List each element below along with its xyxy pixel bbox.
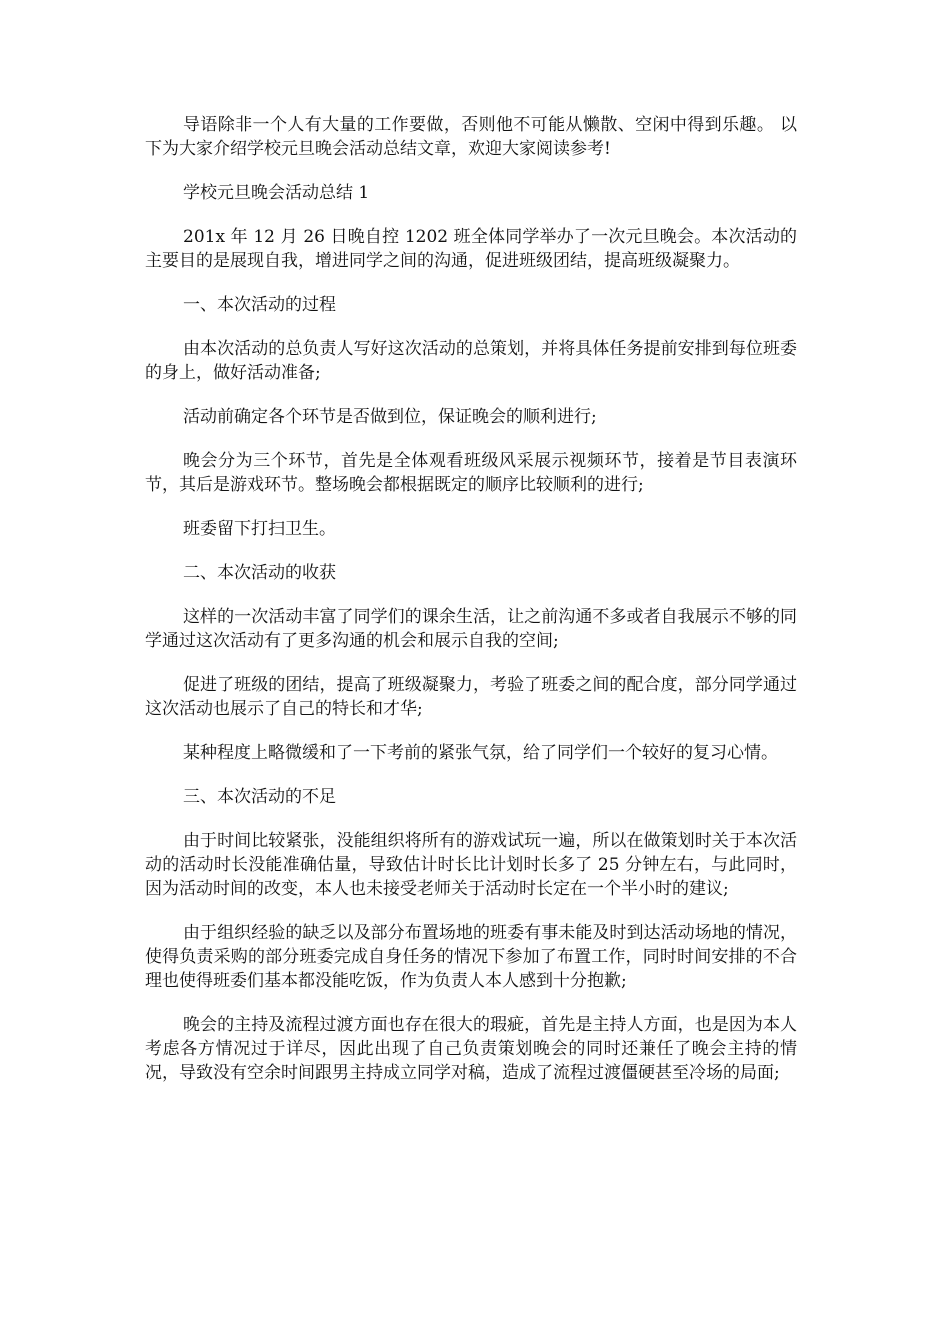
section-heading-shortcomings: 三、本次活动的不足 (183, 787, 336, 807)
shortcomings-paragraph-1: 由于时间比较紧张，没能组织将所有的游戏试玩一遍，所以在做策划时关于本次活动的活动时长没能准确估量，导致估计时长比计划时长多了 25 分钟左右，与此同时，因为活动时间的改变，本人也未接受老师关于活动时长定在一个半小时的建议; (145, 831, 797, 899)
process-paragraph-3: 晚会分为三个环节，首先是全体观看班级风采展示视频环节，接着是节目表演环节，其后是游戏环节。整场晚会都根据既定的顺序比较顺利的进行; (145, 451, 797, 495)
shortcomings-paragraph-2: 由于组织经验的缺乏以及部分布置场地的班委有事未能及时到达活动场地的情况，使得负责采购的部分班委完成自身任务的情况下参加了布置工作，同时时间安排的不合理也使得班委们基本都没能吃饭，作为负责人本人感到十分抱歉; (145, 923, 797, 991)
process-paragraph-2: 活动前确定各个环节是否做到位，保证晚会的顺利进行; (183, 407, 597, 427)
section-heading-gains: 二、本次活动的收获 (183, 563, 336, 583)
shortcomings-paragraph-3: 晚会的主持及流程过渡方面也存在很大的瑕疵，首先是主持人方面，也是因为本人考虑各方情况过于详尽，因此出现了自己负责策划晚会的同时还兼任了晚会主持的情况，导致没有空余时间跟男主持成立同学对稿，造成了流程过渡僵硬甚至冷场的局面; (145, 1015, 797, 1083)
gains-paragraph-3: 某种程度上略微缓和了一下考前的紧张气氛，给了同学们一个较好的复习心情。 (183, 743, 778, 763)
gains-paragraph-1: 这样的一次活动丰富了同学们的课余生活，让之前沟通不多或者自我展示不够的同学通过这次活动有了更多沟通的机会和展示自我的空间; (145, 607, 797, 651)
process-paragraph-1: 由本次活动的总负责人写好这次活动的总策划，并将具体任务提前安排到每位班委的身上，做好活动准备; (145, 339, 797, 383)
event-summary-paragraph: 201x 年 12 月 26 日晚自控 1202 班全体同学举办了一次元旦晚会。本次活动的主要目的是展现自我，增进同学之间的沟通，促进班级团结，提高班级凝聚力。 (145, 227, 797, 271)
process-paragraph-4: 班委留下打扫卫生。 (183, 519, 336, 539)
document-title: 学校元旦晚会活动总结 1 (183, 183, 370, 203)
document-body (145, 113, 797, 1105)
section-heading-process: 一、本次活动的过程 (183, 295, 336, 315)
gains-paragraph-2: 促进了班级的团结，提高了班级凝聚力，考验了班委之间的配合度，部分同学通过这次活动也展示了自己的特长和才华; (145, 675, 797, 719)
intro-paragraph: 导语除非一个人有大量的工作要做，否则他不可能从懒散、空闲中得到乐趣。 以下为大家介绍学校元旦晚会活动总结文章，欢迎大家阅读参考! (145, 115, 797, 159)
